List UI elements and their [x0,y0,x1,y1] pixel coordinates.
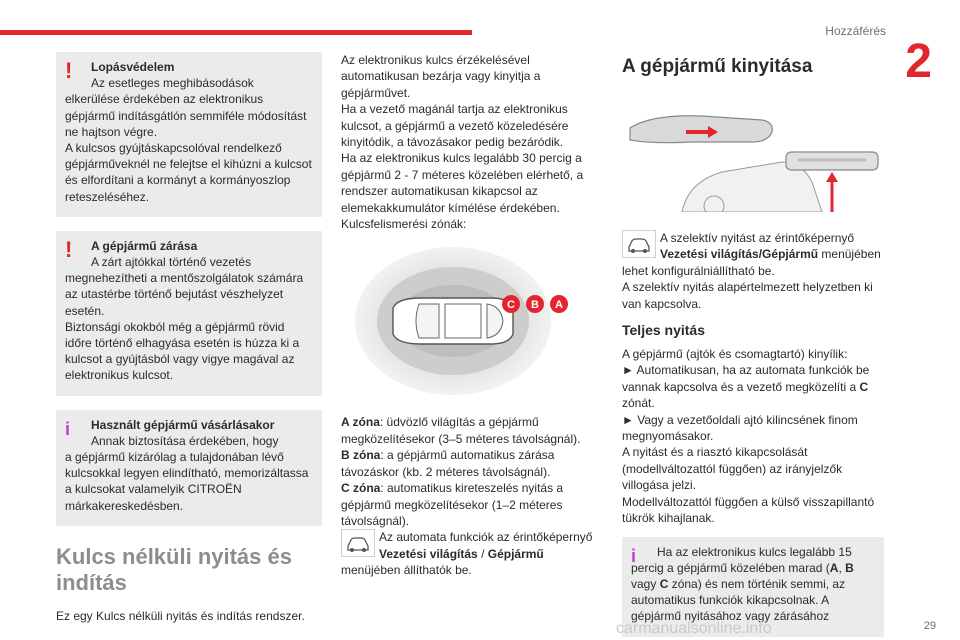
zone-badges [502,295,568,313]
unlock-heading: A gépjármű kinyitása [622,56,813,77]
chapter-number: 2 [905,35,932,88]
column-middle [341,52,593,579]
box-text: elkerülése érdekében az elektronikus gépjármű indításgátlón semmiféle módosítást ne hajtson végre. [65,92,307,139]
selective-text-1: A szelektív nyitást az érintőképernyő [660,231,855,245]
page-number: 29 [923,620,936,632]
touchscreen-note [341,529,593,562]
zone-ref-c: C [859,379,869,394]
paragraph: Ha a vezető magánál tartja az elektronikus kulcsot, a gépjármű a vezető közeledésére kinyitódik, a távozásakor pedig bezáródik. [341,102,569,150]
car-topview [393,298,513,344]
info-mid: vagy [631,576,660,591]
zone-b-description [341,447,593,480]
top-accent-bar [0,30,472,35]
box-text-first: Ha az elektronikus kulcs legalább 15 [657,544,852,559]
section-heading-keyless: Kulcs nélküli nyitás és indítás [56,543,292,595]
zone-a-label: A zóna [341,415,380,430]
box-text-first: A zárt ajtókkal történő vezetés [91,255,252,270]
note-menu-1: Vezetési világítás [379,546,478,561]
info-comma: , [838,560,842,575]
zone-c-description [341,480,593,529]
section-title: Hozzáférés [825,24,886,38]
zone-c-text: : automatikus kireteszelés nyitás a gépjármű megközelítésekor (1–2 méteres távolságnál). [341,481,564,528]
warning-box-antitheft [56,52,322,217]
box-title: Használt gépjármű vásárlásakor [91,417,275,432]
watermark: carmanualsonline.info [616,620,772,637]
zone-badge-a: A [555,299,563,312]
paragraph: A nyitást és a riasztó kikapcsolását (modellváltozattól függően) az irányjelzők villogása jelzi. [622,445,843,493]
warning-box-locking [56,231,322,396]
box-text: a gépjármű kizárólag a tulajdonában lévő kulcsokkal legyen elindítható, memorizáltassa a kulcsokat valamelyik CITROËN márkakereskedésben. [65,450,309,513]
car-settings-icon [341,529,375,557]
column-left [56,52,322,624]
box-text-first: Az esetleges meghibásodások [91,76,254,91]
box-text [631,560,874,625]
info-text-a: percig a gépjármű közelében marad ( [631,560,830,575]
info-rest: zóna) és nem történik semmi, az automatikus funkciók kikapcsolnak. A gépjármű nyitásához vagy zárásához [631,576,846,624]
zone-ref-b: B [845,560,854,575]
zone-a-description [341,414,593,447]
handle-shape [630,116,772,143]
full-unlock-heading: Teljes nyitás [622,322,706,339]
zone-ref-c: C [659,576,669,591]
paragraph: A gépjármű (ajtók és csomagtartó) kinyílik: [622,347,848,362]
column-right [622,52,884,640]
selective-menu: Vezetési világítás/Gépjármű [660,247,819,262]
detection-zones-diagram [341,246,593,396]
paragraph: Ha az elektronikus kulcs legalább 30 percig a gépjármű 2 - 7 méteres közelében elérhető, a rendszer automatikusan kikapcsol az elemekakkumulátor kímélése érdekében. [341,151,584,215]
intro-text: Ez egy Kulcs nélküli nyitás és indítás rendszer. [56,608,305,623]
paragraph: Modellváltozattól függően a külső visszapillantó tükrök kihajlanak. [622,494,875,526]
selective-unlock-note [622,230,884,263]
selective-text-3: lehet konfigurálniállítható be. [622,263,775,278]
note-end: menüjében állíthatók be. [341,563,472,578]
box-title: A gépjármű zárása [91,238,198,253]
info-icon: i [631,545,637,566]
note-menu-2: Gépjármű [487,546,544,561]
box-text: A kulcsos gyújtáskapcsolóval rendelkező gépjárműveknél ne felejtse el kihúzni a kulcsot és elfordítani a kormányt a kormányoszlop reteszeléséhez. [65,141,312,204]
door-handle-illustration [622,92,884,212]
zone-a-text: : üdvözlő világítás a gépjármű megközelítésekor (3–5 méteres távolságnál). [341,415,581,446]
zone-ref-a: A [829,560,839,575]
zone-badge-c: C [507,299,515,312]
door-handle-svg [622,92,884,212]
bullet-auto-text: ► Automatikusan, ha az automata funkciók be vannak kapcsolva és a vezető megközelíti a [622,363,870,394]
selective-default: A szelektív nyitás alapértelmezett helyzetben ki van kapcsolva. [622,280,873,311]
box-text-first: Annak biztosítása érdekében, hogy [91,433,279,448]
info-icon: i [65,418,71,439]
selective-text-2: menüjében [818,247,881,262]
box-text: megnehezítheti a mentőszolgálatok számára az utastérbe történő bejutást vészhelyzet esetén. [65,271,304,318]
paragraph: Az elektronikus kulcs érzékelésével automatikusan bezárja vagy kinyitja a gépjárművet. [341,53,541,100]
zone-b-text: : a gépjármű automatikus zárása távozáskor (kb. 2 méteres távolságnál). [341,448,555,479]
note-separator: / [477,546,488,561]
box-title: Lopásvédelem [91,60,175,74]
info-box-used-vehicle [56,410,322,526]
warning-icon: ! [65,58,73,83]
note-text: Az automata funkciók az érintőképernyő [379,530,593,545]
zone-badge-b: B [531,299,539,312]
zone-c-label: C zóna [341,481,381,496]
press-arrow-head [826,172,838,182]
car-settings-icon [622,230,656,258]
bullet-auto [622,362,884,411]
warning-icon: ! [65,236,73,262]
box-text: Biztonsági okokból még a gépjármű rövid időre történő elhagyása esetén is húzza ki a kulcsot a gyújtásból vagy vigye magával az elektronikus kulcsot. [65,319,300,383]
paragraph: Kulcsfelismerési zónák: [341,217,467,232]
detection-zones-svg [341,246,593,396]
bullet-handle: ► Vagy a vezetőoldali ajtó kilincsének finom megnyomásakor. [622,412,858,444]
bullet-auto-end: zónát. [622,396,655,411]
zone-b-label: B zóna [341,448,381,463]
